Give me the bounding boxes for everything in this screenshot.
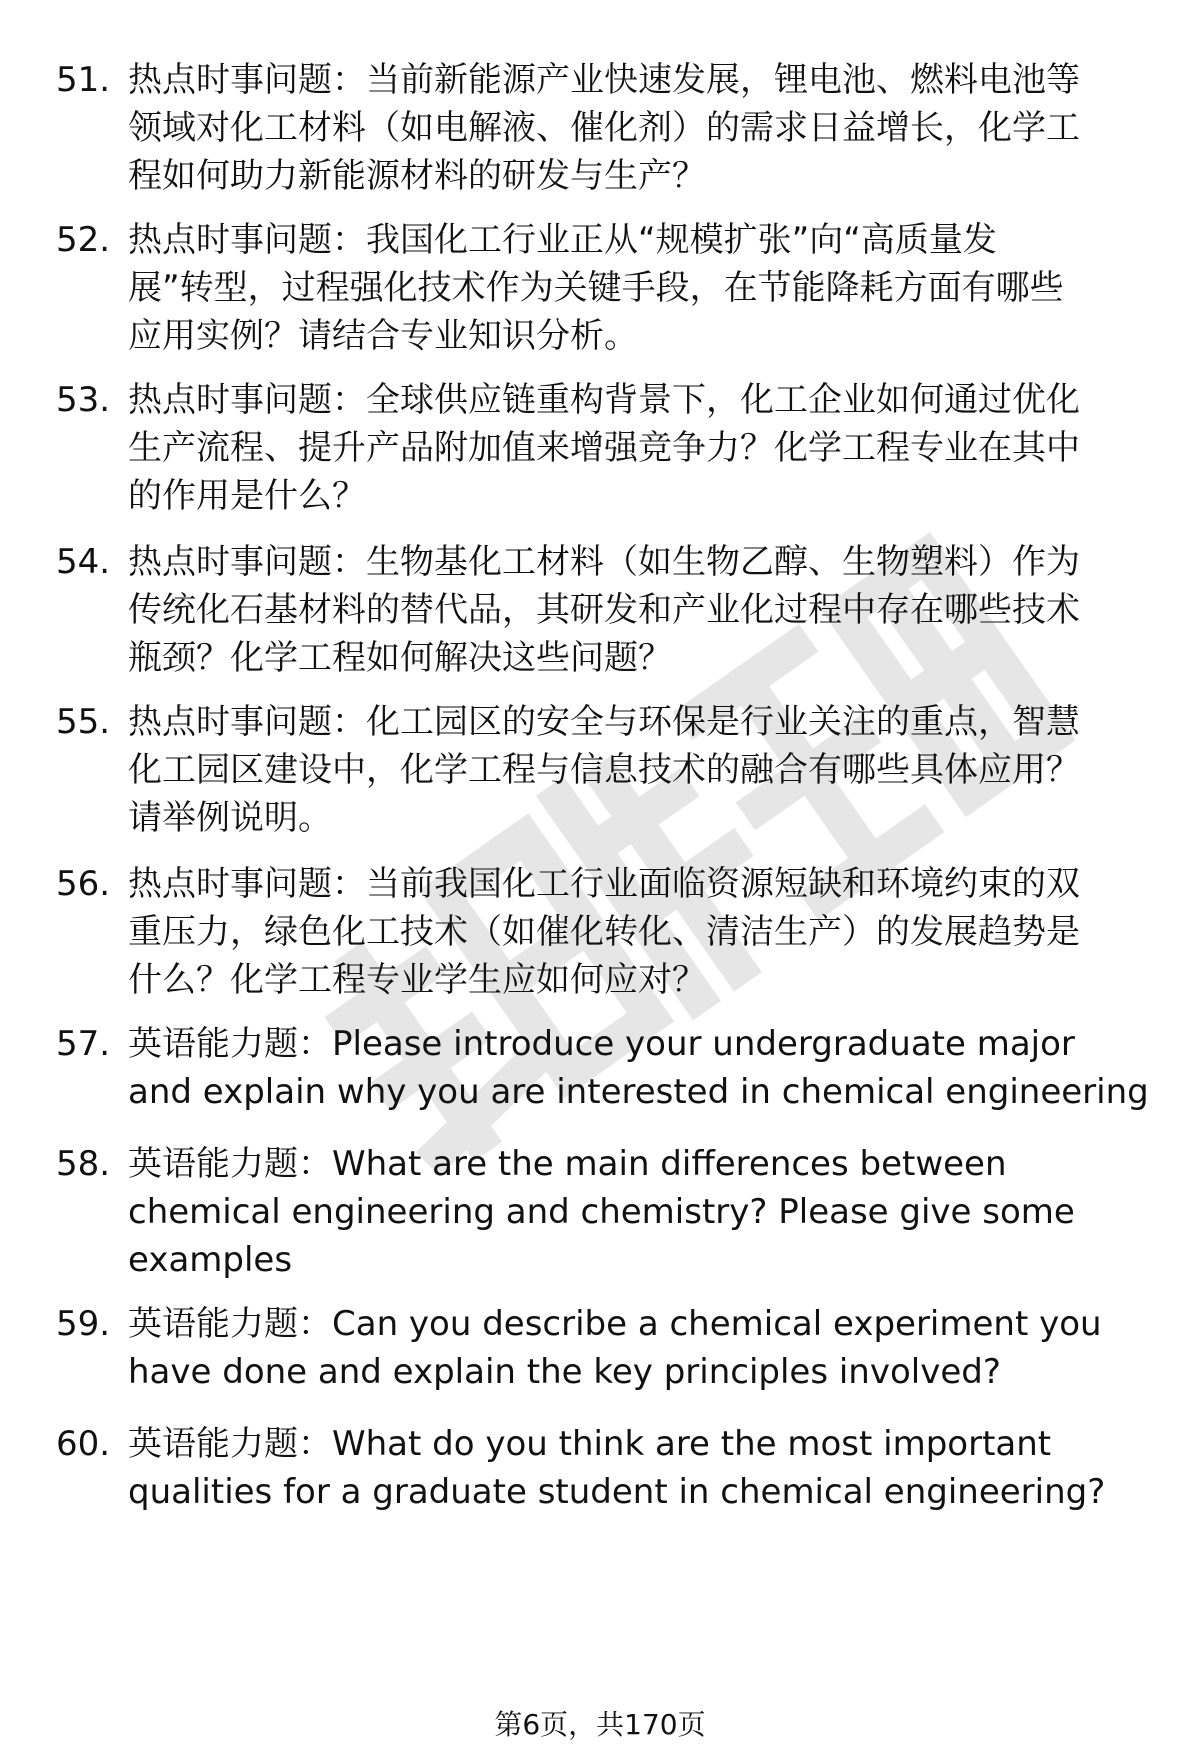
question-text — [128, 1420, 1148, 1516]
page-number-footer: 第6页，共170页 — [494, 1708, 706, 1741]
question-line: 热点时事问题：化工园区的安全与环保是行业关注的重点，智慧 — [128, 702, 1080, 742]
question-line: 领域对化工材料（如电解液、催化剂）的需求日益增长，化学工 — [128, 108, 1080, 148]
question-number: 60. — [56, 1424, 111, 1464]
question-text — [128, 1300, 1148, 1396]
question-number: 58. — [56, 1144, 111, 1184]
question-line: 请举例说明。 — [128, 798, 332, 838]
question-line: chemical engineering and chemistry? Please give some — [128, 1192, 1075, 1232]
question-line: examples — [128, 1240, 293, 1280]
question-number: 59. — [56, 1304, 111, 1344]
question-text — [128, 1140, 1148, 1284]
question-line: 什么？化学工程专业学生应如何应对？ — [128, 960, 706, 1000]
question-line: and explain why you are interested in chemical engineering — [128, 1072, 1149, 1112]
question-line: 的作用是什么？ — [128, 476, 366, 516]
question-line: 英语能力题：What do you think are the most important — [128, 1424, 1052, 1464]
question-line: 化工园区建设中，化学工程与信息技术的融合有哪些具体应用？ — [128, 750, 1080, 790]
question-line: 展”转型，过程强化技术作为关键手段，在节能降耗方面有哪些 — [128, 268, 1064, 308]
question-line: 生产流程、提升产品附加值来增强竞争力？化学工程专业在其中 — [128, 428, 1080, 468]
question-line: 重压力，绿色化工技术（如催化转化、清洁生产）的发展趋势是 — [128, 912, 1080, 952]
question-text — [128, 216, 1148, 360]
question-line: 应用实例？请结合专业知识分析。 — [128, 316, 638, 356]
question-line: 热点时事问题：当前我国化工行业面临资源短缺和环境约束的双 — [128, 864, 1080, 904]
question-line: have done and explain the key principles involved? — [128, 1352, 1001, 1392]
question-line: 热点时事问题：生物基化工材料（如生物乙醇、生物塑料）作为 — [128, 542, 1080, 582]
question-text — [128, 56, 1148, 200]
question-number: 53. — [56, 380, 111, 420]
question-text — [128, 698, 1148, 842]
question-line: 瓶颈？化学工程如何解决这些问题？ — [128, 638, 672, 678]
question-number: 52. — [56, 220, 111, 260]
question-line: qualities for a graduate student in chemical engineering? — [128, 1472, 1106, 1512]
question-line: 热点时事问题：当前新能源产业快速发展，锂电池、燃料电池等 — [128, 60, 1080, 100]
question-line: 英语能力题：What are the main differences between — [128, 1144, 1007, 1184]
question-line: 传统化石基材料的替代品，其研发和产业化过程中存在哪些技术 — [128, 590, 1080, 630]
question-number: 55. — [56, 702, 111, 742]
question-text — [128, 376, 1148, 520]
question-number: 56. — [56, 864, 111, 904]
question-line: 英语能力题：Can you describe a chemical experiment you — [128, 1304, 1102, 1344]
question-text — [128, 538, 1148, 682]
question-text — [128, 1020, 1148, 1116]
question-line: 英语能力题：Please introduce your undergraduate major — [128, 1024, 1075, 1064]
question-line: 程如何助力新能源材料的研发与生产？ — [128, 156, 706, 196]
question-text — [128, 860, 1148, 1004]
question-number: 57. — [56, 1024, 111, 1064]
question-number: 51. — [56, 60, 111, 100]
question-line: 热点时事问题：全球供应链重构背景下，化工企业如何通过优化 — [128, 380, 1080, 420]
question-line: 热点时事问题：我国化工行业正从“规模扩张”向“高质量发 — [128, 220, 997, 260]
question-number: 54. — [56, 542, 111, 582]
